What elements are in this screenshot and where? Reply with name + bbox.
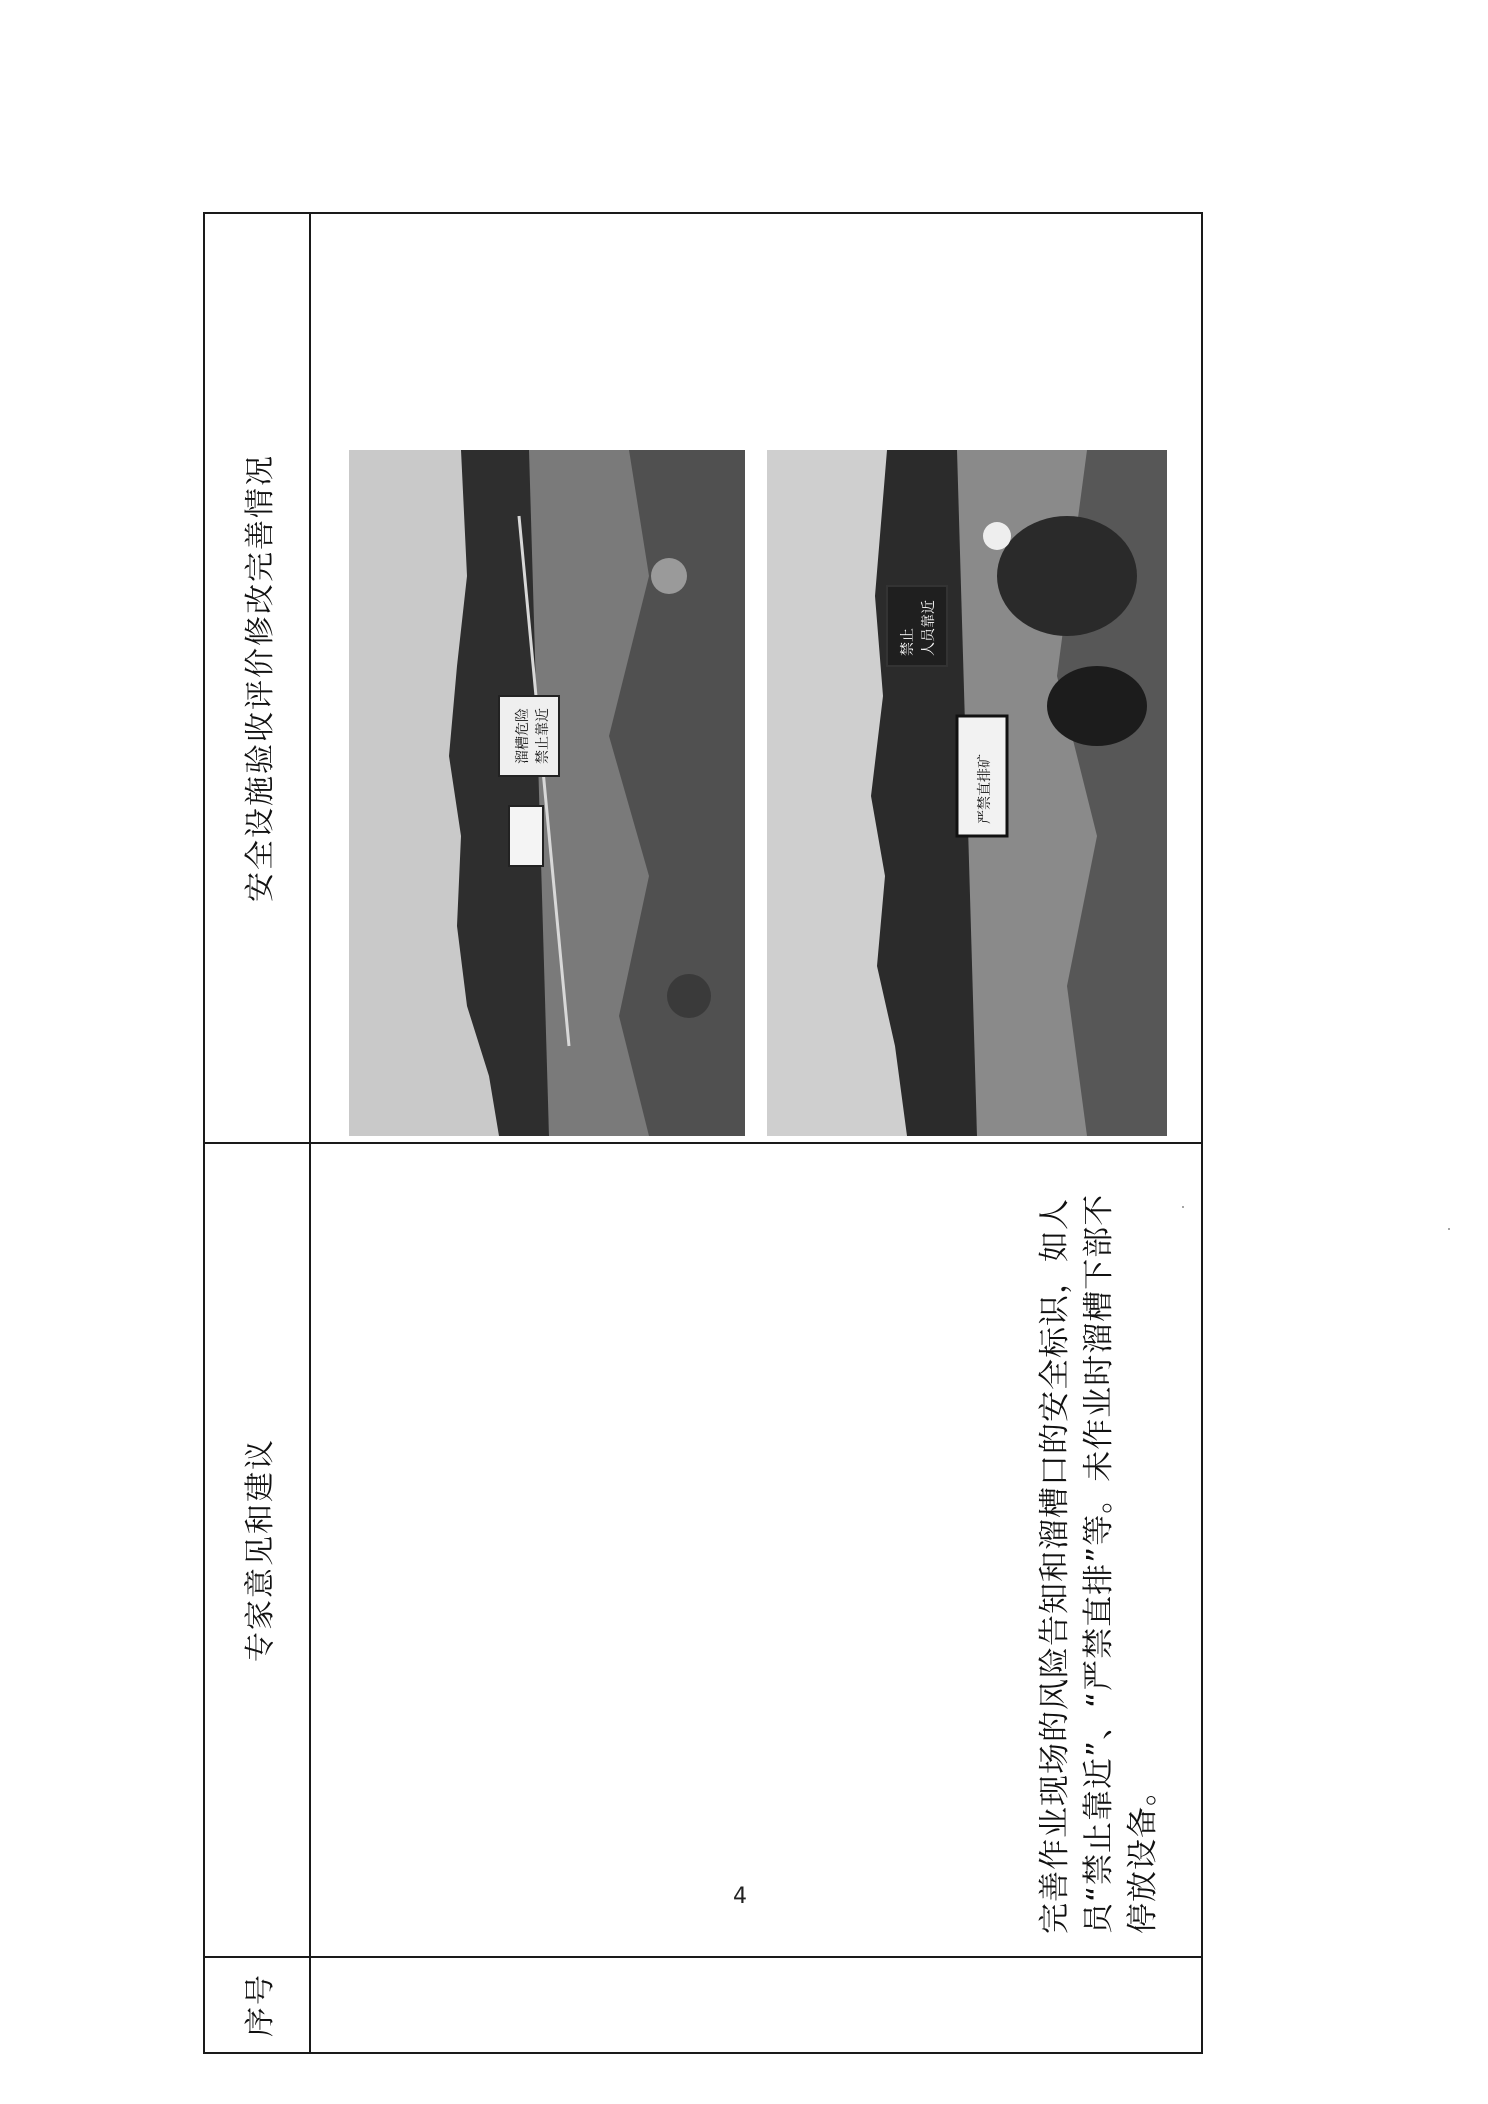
sign-text-1: 溜槽危险 bbox=[515, 708, 531, 764]
table-header-row bbox=[204, 213, 310, 2053]
scan-speck bbox=[1448, 1228, 1450, 1230]
sign-text-5: 人员靠近 bbox=[921, 600, 937, 656]
table-row bbox=[310, 213, 1202, 2053]
rotated-table-wrapper bbox=[203, 214, 1203, 2054]
sign-text-2: 禁止靠近 bbox=[535, 708, 551, 764]
expert-opinion-text: 完善作业现场的风险告知和溜槽口的安全标识，如人员“禁止靠近”、“严禁直排”等。未作业时溜槽下部不停放设备。 bbox=[310, 1143, 1202, 1957]
site-photo-workers-signs bbox=[767, 450, 1167, 1136]
photo-cell bbox=[310, 213, 1202, 1143]
header-seq: 序号 bbox=[204, 1957, 310, 2053]
scan-speck bbox=[1182, 1206, 1184, 1208]
site-photo-warning-sign bbox=[349, 450, 745, 1136]
page-number: 4 bbox=[733, 1884, 747, 1909]
sign-text-4: 禁止 bbox=[900, 628, 916, 656]
acceptance-table bbox=[203, 212, 1203, 2054]
header-status: 安全设施验收评价修改完善情况 bbox=[204, 213, 310, 1143]
sign-text-3: 严禁直排矿 bbox=[977, 754, 993, 824]
header-opinion: 专家意见和建议 bbox=[204, 1143, 310, 1957]
row-seq-cell bbox=[310, 1957, 1202, 2053]
